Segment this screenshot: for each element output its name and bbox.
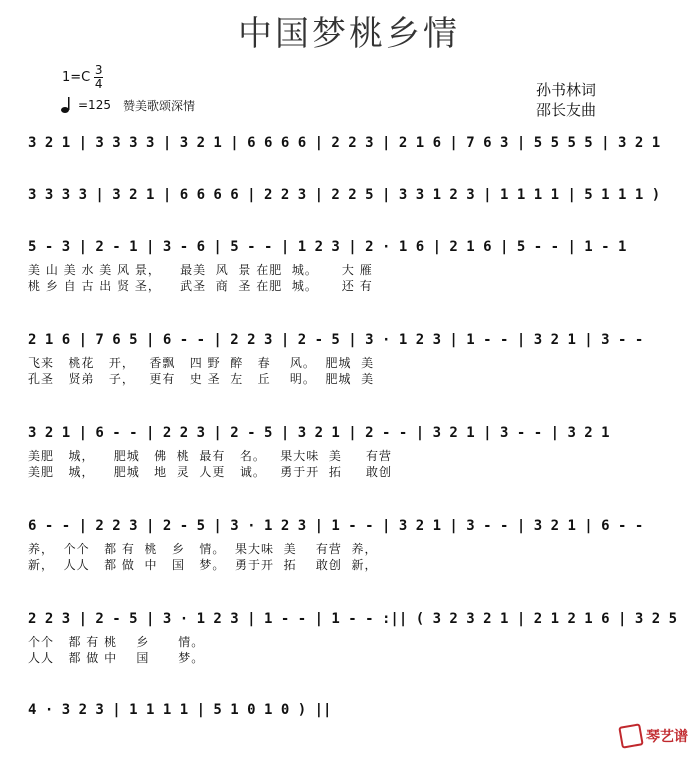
score-line-3	[28, 232, 668, 294]
notes: 2 2 3 | 2 - 5 | 3 · 1 2 3 | 1 - - | 1 - - :|| ( 3 2 3 2 1 | 2 1 2 1 6 | 3 2 5	[28, 611, 678, 627]
lyric-verse-2: 新， 人人 都 做 中 国 梦。 勇于开 拓 敢创 新，	[28, 558, 378, 572]
watermark-logo	[620, 725, 688, 747]
lyricist-credit: 孙书林词	[536, 81, 597, 99]
song-title: 中国梦桃乡情	[238, 14, 460, 54]
lyric-verse-1: 美肥 城， 肥城 佛 桃 最有 名。 果大味 美 有营	[28, 449, 392, 463]
lyric-verse-2: 人人 都 做 中 国 梦。	[28, 651, 205, 665]
lyric-verse-1: 个个 都 有 桃 乡 情。	[28, 635, 205, 649]
notes: 2 1 6 | 7 6 5 | 6 - - | 2 2 3 | 2 - 5 | 3 · 1 2 3 | 1 - - | 3 2 1 | 3 - -	[28, 332, 644, 348]
score-line-1	[28, 128, 668, 158]
score-line-8	[28, 695, 668, 725]
tempo-bpm: =125	[78, 98, 111, 112]
tempo-expression: 赞美歌颂深情	[122, 98, 195, 113]
quarter-note-icon	[60, 96, 74, 114]
notes: 3 2 1 | 3 3 3 3 | 3 2 1 | 6 6 6 6 | 2 2 3 | 2 1 6 | 7 6 3 | 5 5 5 5 | 3 2 1	[28, 135, 661, 151]
score-line-7	[28, 604, 678, 666]
lyric-verse-1: 飞来 桃花 开， 香飘 四 野 醉 春 风。 肥城 美	[28, 356, 375, 370]
tempo-marking	[60, 96, 195, 114]
music-logo-icon	[618, 723, 643, 748]
key-time-signature	[62, 64, 103, 91]
notes: 3 3 3 3 | 3 2 1 | 6 6 6 6 | 2 2 3 | 2 2 5 | 3 3 1 2 3 | 1 1 1 1 | 5 1 1 1 )	[28, 187, 661, 203]
notes: 4 · 3 2 3 | 1 1 1 1 | 5 1 0 1 0 ) ||	[28, 702, 332, 718]
lyric-verse-1: 美 山 美 水 美 风 景， 最美 风 景 在肥 城。 大 雁	[28, 263, 373, 277]
credits	[536, 80, 596, 120]
time-signature: $\frac{3}{4}$	[94, 63, 103, 91]
watermark-text: 琴艺谱	[646, 729, 688, 745]
key-signature: 1=C	[62, 70, 91, 85]
score-line-4	[28, 325, 668, 387]
notes: 3 2 1 | 6 - - | 2 2 3 | 2 - 5 | 3 2 1 | 2 - - | 3 2 1 | 3 - - | 3 2 1	[28, 425, 610, 441]
notes: 5 - 3 | 2 - 1 | 3 - 6 | 5 - - | 1 2 3 | 2 · 1 6 | 2 1 6 | 5 - - | 1 - 1	[28, 239, 627, 255]
lyric-verse-2: 孔圣 贤弟 子， 更有 史 圣 左 丘 明。 肥城 美	[28, 372, 375, 386]
score-line-6	[28, 511, 668, 573]
score-line-2	[28, 180, 668, 210]
lyric-verse-2: 美肥 城， 肥城 地 灵 人更 诚。 勇于开 拓 敢创	[28, 465, 392, 479]
notes: 6 - - | 2 2 3 | 2 - 5 | 3 · 1 2 3 | 1 - - | 3 2 1 | 3 - - | 3 2 1 | 6 - -	[28, 518, 644, 534]
lyric-verse-2: 桃 乡 自 古 出 贤 圣， 武圣 商 圣 在肥 城。 还 有	[28, 279, 373, 293]
lyric-verse-1: 养， 个个 都 有 桃 乡 情。 果大味 美 有营 养，	[28, 542, 378, 556]
composer-credit: 邵长友曲	[536, 101, 597, 119]
score-line-5	[28, 418, 668, 480]
